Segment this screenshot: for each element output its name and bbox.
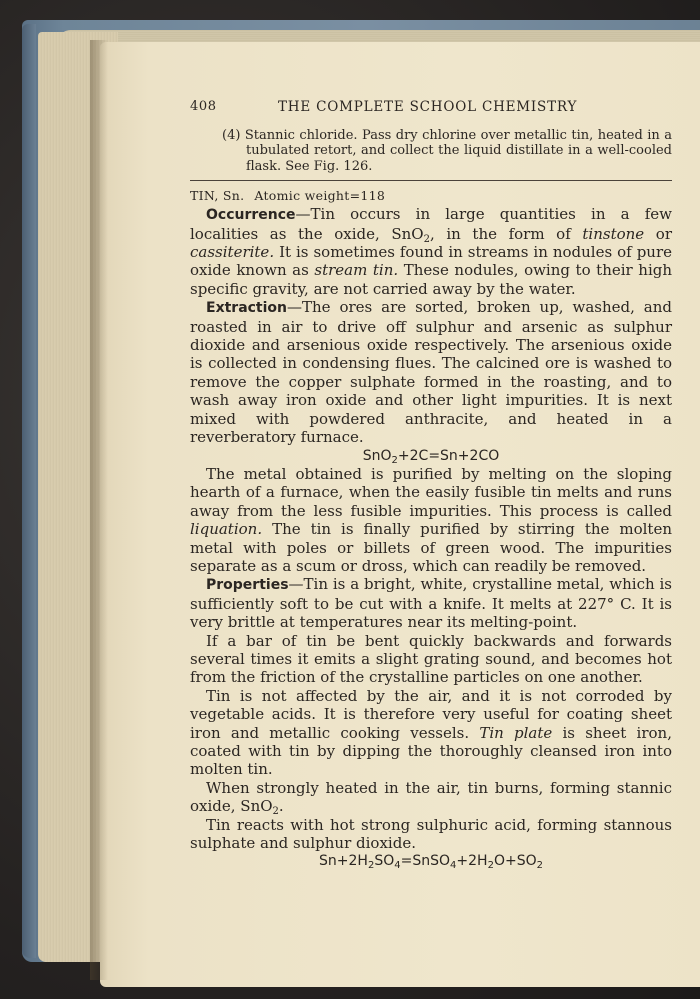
paragraph-liquation: The metal obtained is purified by melting on the sloping hearth of a furnace, when the easily fusible tin melts and runs away from the less fusible impurities. This process is called liquation. The tin is finally purified by stirring the molten metal with poles or billets of green wood. The impurities separate as a scum or dross, which can readily be removed.: [190, 464, 672, 575]
gutter-shadow: [90, 40, 108, 980]
page-text: [190, 96, 672, 871]
lead-occurrence: Occurrence: [206, 207, 296, 224]
paragraph-extraction: Extraction—The ores are sorted, broken up, washed, and roasted in air to drive off sulphur and arsenic as sulphur dioxide and arsenious oxide respectively. The arsenious oxide is collected in condensing flues. The calcined ore is washed to remove the copper sulphate formed in the roasting, and to wash away iron oxide and other light impurities. It is next mixed with powdered anthracite, and heated in a reverberatory furnace.: [190, 298, 672, 447]
paragraph-sulphuric-acid: Tin reacts with hot strong sulphuric acid, forming stannous sulphate and sulphur dioxide.: [190, 815, 672, 853]
paragraph-bar: If a bar of tin be bent quickly backwards and forwards several times it emits a slight grating sound, and becomes hot from the friction of the crystalline particles on one another.: [190, 631, 672, 687]
paragraph-occurrence: Occurrence—Tin occurs in large quantities in a few localities as the oxide, SnO$_2$, in the form of tinstone or cassiterite. It is sometimes found in streams in nodules of pure oxide known as stream tin. These nodules, owing to their high specific gravity, are not carried away by the water.: [190, 205, 672, 298]
lead-extraction: Extraction: [206, 300, 288, 317]
equation-reduction: SnO$_2$+2C=Sn+2CO: [362, 447, 500, 466]
equation-sulphuric-acid: $Sn+2H_2SO_4=SnSO_4+2H_2O+SO_2$: [319, 853, 543, 872]
lead-properties: Properties: [206, 577, 289, 594]
section-heading: [190, 187, 672, 205]
paragraph-burning: When strongly heated in the air, tin burns, forming stannic oxide, SnO$_2$.: [190, 778, 672, 818]
section-rule: [190, 180, 672, 181]
running-head: [190, 96, 672, 118]
atomic-weight: Atomic weight=118: [254, 188, 386, 204]
running-title: THE COMPLETE SCHOOL CHEMISTRY: [278, 99, 578, 115]
paragraph-properties: Properties—Tin is a bright, white, crystalline metal, which is sufficiently soft to be cut with a knife. It melts at 227° C. It is very brittle at temperatures near its melting-point.: [190, 575, 672, 632]
book-cover-edge: [22, 24, 36, 958]
note-stannic-chloride: (4) Stannic chloride. Pass dry chlorine over metallic tin, heated in a tubulated retort, and collect the liquid distillate in a well-cooled flask. See Fig. 126.: [222, 128, 672, 174]
element-heading: TIN, Sn.: [190, 188, 245, 204]
paragraph-corrosion: Tin is not affected by the air, and it is not corroded by vegetable acids. It is therefore very useful for coating sheet iron and metallic cooking vessels. Tin plate is sheet iron, coated with tin by dipping the thoroughly cleansed iron into molten tin.: [190, 686, 672, 779]
page-number: 408: [190, 99, 217, 114]
